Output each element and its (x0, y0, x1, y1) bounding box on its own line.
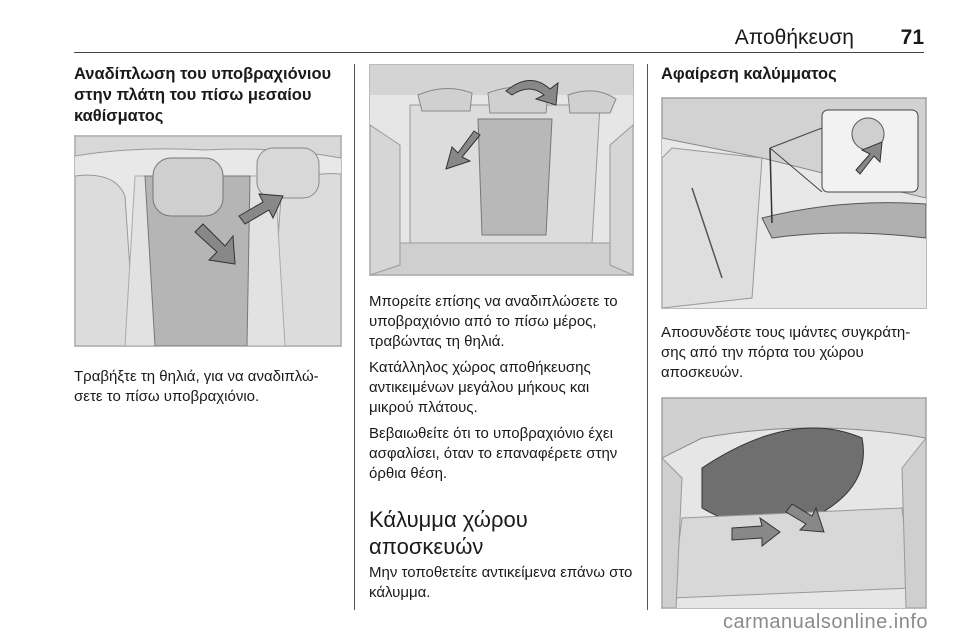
cover-removal-illustration (661, 397, 927, 609)
section-title-load-cover: Κάλυμμα χώρου αποσκευών (369, 507, 528, 559)
section-heading-remove-cover: Αφαίρεση καλύμματος (661, 65, 837, 83)
section-heading-armrest: Αναδίπλωση του υποβραχιόνιου στην πλάτη του πίσω μεσαίου καθίσματος (74, 65, 332, 125)
para-ensure-locked: Βεβαιωθείτε ότι το υποβραχιόνιο έχει ασφαλίσει, όταν το επαναφέρετε στην όρθια θέση. (369, 425, 618, 482)
armrest-folding-illustration (74, 135, 342, 347)
column-right (661, 64, 927, 609)
armrest-caption: Τραβήξτε τη θηλιά, για να αναδιπλώ-σετε το πίσω υποβραχιόνιο. (74, 368, 319, 405)
page-header (74, 24, 924, 53)
rear-armrest-illustration (369, 64, 634, 276)
cover-strap-illustration (661, 97, 927, 309)
column-divider (354, 64, 355, 610)
para-rear-fold: Μπορείτε επίσης να αναδιπλώσετε το υποβραχιόνιο από το πίσω μέρος, τραβώντας τη θηλιά. (369, 293, 618, 350)
column-divider (647, 64, 648, 610)
column-middle (369, 64, 635, 603)
column-left (74, 64, 344, 407)
para-no-objects: Μην τοποθετείτε αντικείμενα επάνω στο κάλυμμα. (369, 564, 633, 601)
para-storage: Κατάλληλος χώρος αποθήκευσης αντικειμένων μεγάλου μήκους και μικρού πλάτους. (369, 359, 591, 416)
page-number: 71 (900, 26, 924, 49)
cover-caption: Αποσυνδέστε τους ιμάντες συγκράτη-σης από την πόρτα του χώρου αποσκευών. (661, 324, 911, 381)
header-title: Αποθήκευση (734, 26, 854, 49)
watermark: carmanualsonline.info (722, 611, 928, 633)
